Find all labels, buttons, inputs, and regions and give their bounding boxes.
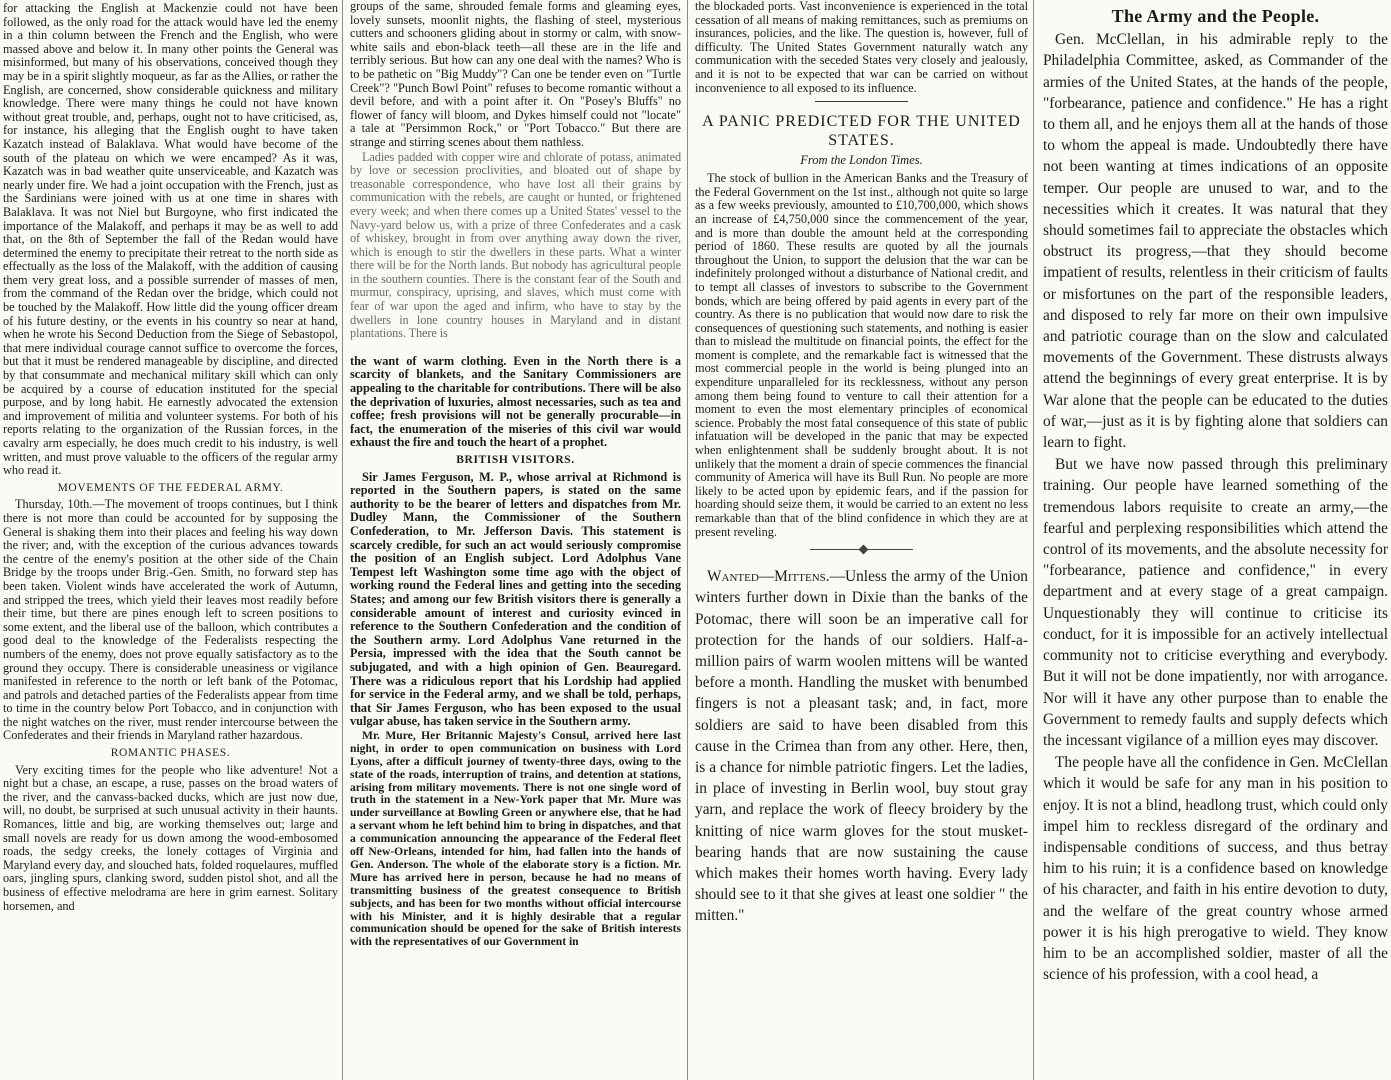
article-paragraph: The stock of bullion in the American Banks and the Treasury of the Federal Government on the 1st inst., although not quite so large as a few weeks previously, amounted to £10,700,000, which shows an increase of £4,750,000 since the commencement of the year, and is more than double the amount held at the corresponding period of 1860. These results are quoted by all the journals throughout the Union, to support the delusion that the war can be indefinitely prolonged without a disturbance of National credit, and to tempt all classes of investors to subscribe to the Government bonds, which are being offered by paid agents in every part of the country. As there is no publication that would now dare to risk the consequences of questioning such statements, and nothing is easier than to mislead the multitude on financial points, the effect for the moment is complete, and the remarkable fact is witnessed that the most commercial people in the world is being plunged into an expenditure unparalleled for its recklessness, without any person among them being found to venture to call their attention for a moment to even the most elementary principles of economical science. Probably the most fatal consequence of this state of public infatuation will be developed in the panic that may be expected when enlightenment shall be suddenly brought about. It is not unlikely that the moment a drain of specie commences the financial community of America will have its Bull Run. No people are more likely to be acted upon by epidemic fears, and if the passion for hoarding should seize them, it would be carried to an extent no less remarkable than that of the blind confidence in which they are at present reveling.: [695, 171, 1028, 539]
article-paragraph: the blockaded ports. Vast inconvenience is experienced in the total cessation of all means of making remittances, such as premiums on insurances, policies, and the like. The question is, however, full of difficulty. The United States Government naturally watch any communication with the seceded States very closely and jealously, and it is not to be expected that war can be carried on without inconvenience to all exposed to its influence.: [695, 0, 1028, 95]
section-subhead: ROMANTIC PHASES.: [110, 747, 231, 760]
section-subhead: MOVEMENTS OF THE FEDERAL ARMY.: [57, 481, 284, 494]
paragraph-lead: Wanted—Mittens.: [707, 568, 830, 586]
article-paragraph: Mr. Mure, Her Britannic Majesty's Consul, arrived here last night, in order to open communication on business with Lord Lyons, after a difficult journey of twenty-three days, owing to the state of the roads, interruption of trains, and detention at stations, arising from military movements. There is not one single word of truth in the statement in a New-York paper that Mr. Mure was under surveillance at Bowling Green or anywhere else, that he had a servant whom he left behind him to bring in dispatches, and that a communication announcing the appearance of the Federal fleet off New-Orleans, intended for him, had fallen into the hands of Gen. Anderson. The whole of the elaborate story is a fiction. Mr. Mure has arrived here in person, because he had no means of transmitting business of the greatest consequence to British subjects, and has been for two months without official intercourse with his Minister, and it is highly desirable that a regular communication should be opened for the sake of British interests with the representatives of our Government in: [350, 728, 681, 949]
column-3: [689, 0, 1034, 1080]
article-paragraph: Very exciting times for the people who like adventure! Not a night but a chase, an escape, a ruse, passes on the broad waters of the river, and the canvass-backed ducks, which are just now due, will, no doubt, be surprised at such unusual activity in their haunts. Romances, little and big, are working themselves out; large and small novels are ready for us down among the wood-embosomed roads, the sedgy creeks, the lonely cottages of Virginia and Maryland every day, and slouched hats, folded roquelaures, muffled oars, jingling spurs, clanking sword, sudden pistol shot, and all the business of effective melodrama are here in grim earnest. Solitary horsemen, and: [3, 762, 338, 913]
paragraph-body: —Unless the army of the Union winters further down in Dixie than the banks of the Potomac, there will soon be an imperative call for protection for the hands of our soldiers. Half-a-million pairs of warm woolen mittens will be wanted before a month. Handling the musket with benumbed fingers is not a pleasant task; and, in fact, more soldiers are said to have been disabled from this cause in the Crimea than from any other. Here, then, is a chance for nimble patriotic fingers. Let the ladies, in place of investing in Berlin wool, buy stout gray yarn, and replace the work of fleecy broidery by the knitting of nice warm gloves for the stout musket-bearing hands that are now sustaining the cause which makes their homes worth having. Every lady should see to it that she gives at least one soldier " the mitten.": [695, 568, 1028, 925]
article-headline: A PANIC PREDICTED FOR THE UNITED STATES.: [702, 113, 1021, 150]
article-paragraph: Thursday, 10th.—The movement of troops continues, but I think there is not more than could be accounted for by supposing the General is shaking them into their places and feeling his way down the river; and, with the exception of the curious advances towards the centre of the enemy's position at the other side of the Chain Bridge by the troops under Brig.-Gen. Smith, no forward step has been taken. Violent winds have accelerated the work of Autumn, and stripped the trees, which yield their leaves most readily before their time, but there are pines enough left to screen positions to some extent, and the liberal use of the balloon, which contributes a good deal to the knowledge of the Federalists respecting the numbers of the enemy, does not prove equally satisfactory as to the ground they occupy. There is considerable uneasiness or vigilance manifested in reference to the north or left bank of the Potomac, and patrols and detached parties of the Federalists appear from time to time in the country below Port Tobacco, and in conjunction with the night watches on the river, must render intercourse between the Confederates and their friends in Maryland rather hazardous.: [3, 497, 338, 743]
column-2: [344, 0, 688, 1080]
article-paragraph: Gen. McClellan, in his admirable reply to the Philadelphia Committee, asked, as Commander of the armies of the United States, at the hands of the people, "forbearance, patience and confidence." He has a right to them all, and he enjoys them all at the hands of those to whom the appeal is made. Undoubtedly there have not been wanting at times indications of an opposite temper. Our people are unused to war, and to the necessities which it creates. It was natural that they should sometimes fail to appreciate the obstacles which obstruct its progress,—that they should become impatient of results, relentless in their criticism of faults or misfortunes on the part of the responsible leaders, and disposed to rely far more on their own impulsive and patriotic courage than on the slow and calculated movements of the Government. These distrusts always attend the beginnings of every great enterprise. It is by War alone that the people can be educated to the duties of war,—just as it is by fighting alone that soldiers can learn to fight.: [1043, 31, 1388, 452]
article-source: From the London Times.: [800, 153, 923, 168]
article-title: The Army and the People.: [1111, 6, 1320, 26]
article-paragraph: the want of warm clothing. Even in the North there is a scarcity of blankets, and the Sanitary Commissioners are appealing to the charitable for contributions. There will be also the deprivation of luxuries, almost necessaries, such as tea and coffee; fresh provisions will not be generally procurable—in fact, the enumeration of the miseries of this civil war would exhaust the fire and touch the heart of a prophet.: [350, 353, 681, 450]
article-paragraph: But we have now passed through this preliminary training. Our people have learned something of the tremendous labors requisite to create an army,—the fearful and perplexing responsibilities which attend the control of its movements, and the absolute necessity for "forbearance, patience and confidence," in every department and at every stage of a great campaign. Unquestionably they will continue to criticise its conduct, for it is impossible for an actively intellectual community not to criticise everything and everybody. But it will not be done impatiently, nor with arrogance. Nor will it have any other purpose than to enable the Government to remedy faults and supply defects which the incessant vigilance of a million eyes may discover.: [1043, 456, 1388, 749]
article-paragraph: Sir James Ferguson, M. P., whose arrival at Richmond is reported in the Southern papers, is stated on the same authority to be the bearer of letters and dispatches from Mr. Dudley Mann, the Commissioner of the Southern Confederation, to Mr. Jefferson Davis. This statement is scarcely credible, for such an act would seriously compromise the position of an English subject. Lord Adolphus Vane Tempest left Washington some time ago with the object of working round the Federal lines and getting into the seceding States; and among our few British visitors there is generally a considerable amount of interest and curiosity evinced in reference to the Southern Confederation and the condition of the Southern army. Lord Adolphus Vane returned in the Persia, impressed with the idea that the South cannot be subjugated, and with a high opinion of Gen. Beauregard. There was a ridiculous report that his Lordship had applied for service in the Federal army, and we shall be told, perhaps, that Sir James Ferguson, who has been exposed to the usual vulgar abuse, has taken service in the Southern army.: [350, 469, 681, 729]
article-paragraph: for attacking the English at Mackenzie could not have been followed, as the only road for the attack would have led the enemy in a thin column between the French and the English, who were massed above and below it. In many other points the General was misinformed, but many of his observations, conceived though they may be in a spirit slightly moqueur, as far as the Allies, or rather the English, are concerned, show considerable quickness and military knowledge. There were many things he could not have known without great trouble, and, perhaps, ought not to have criticised, as, for instance, his alleging that the English ought to have taken Kazatch instead of Balaklava. What would have become of the south of the plateau on which we were encamped? As it was, Kazatch was in bad weather quite unserviceable, and Kazatch was nearly under fire. We had a joint occupation with the French, just as the Sardinians were joined with us at one time in shares with Balaklava. It was not Niel but Burgoyne, who first indicated the importance of the Malakoff, and perhaps it may be as well to add that, on the 8th of September the fall of the Redan would have determined the enemy to precipitate their retreat to the north side as effectually as the loss of the Malakoff, with the addition of causing them very great loss, and a possible surrender of masses of men, from the command of the Redan over the bridge, which could not be touched by the Malakoff. How little did the young officer dream of his future destiny, or the events in his country so near at hand, when he wrote his Second Deduction from the Siege of Sebastopol, that mere individual courage cannot suffice to overcome the forces, but that it must be rendered manageable by discipline, and directed by that consummate and mechanical military skill which can only be acquired by a course of education instituted for the special purpose, and by long habit. He earnestly advocated the extension and improvement of militia and volunteer systems. For both of his reports relating to the organization of the Russian forces, in the cavalry arm especially, he does much credit to his industry, is well written, and must prove valuable to the officers of the regular army who read it.: [3, 1, 338, 478]
article-paragraph: The people have all the confidence in Gen. McClellan which it would be safe for any man in his position to enjoy. It is not a blind, headlong trust, which could only impel him to reckless disregard of the ordinary and indispensable conditions of success, and thus betray him to his ruin; it is a confidence based on knowledge of his character, and faith in his entire devotion to duty, and the welfare of the great country whose armed power it is his high prerogative to wield. They know him to be an accomplished soldier, master of all the science of his profession, with a cool head, a: [1043, 754, 1388, 984]
divider-ornament: [695, 544, 1028, 556]
column-4: [1035, 0, 1391, 1080]
article-paragraph: groups of the same, shrouded female forms and gleaming eyes, lovely sunsets, moonlit nights, the flashing of steel, mysterious cutters and schooners gliding about in stormy or calm, with snow-white sails and ebon-black teeth—all these are in the life and terribly serious. But how can any one deal with the names? Who is to be pathetic on "Big Muddy"? Can one be tender even on "Turtle Creek"? "Punch Bowl Point" refuses to become romantic without a devil before, and with a point after it. On "Posey's Bluffs" no flower of fancy will bloom, and Dykes himself could not "locate" a tale at "Persimmon Rock," or "Port Tobacco." But there are strange and stirring scenes about them nathless.: [350, 0, 681, 149]
article-paragraph: Ladies padded with copper wire and chlorate of potass, animated by love or secession proclivities, and bloated out of shape by treasonable correspondence, who have lost all their grains by communication with the rebels, are caught or hunted, or frightened every week; and when there comes up a United States' vessel to the Navy-yard below us, with a prize of three Confederates and a cask of whiskey, brought in from over anything away down the river, which is enough to stir the dwellers in these parts. What a winter there will be for the North lands. But nobody has agricultural people in the southern counties. There is the constant fear of the South and murmur, conspiracy, uprising, and slaves, which must come with fear of war upon the aged and infirm, who have to stay by the dwellers in lone country houses in Maryland and in distant plantations. There is: [350, 149, 681, 341]
section-subhead: BRITISH VISITORS.: [456, 454, 575, 466]
article-paragraph: [695, 566, 1028, 926]
column-1: [0, 0, 343, 1080]
divider: [815, 101, 908, 102]
